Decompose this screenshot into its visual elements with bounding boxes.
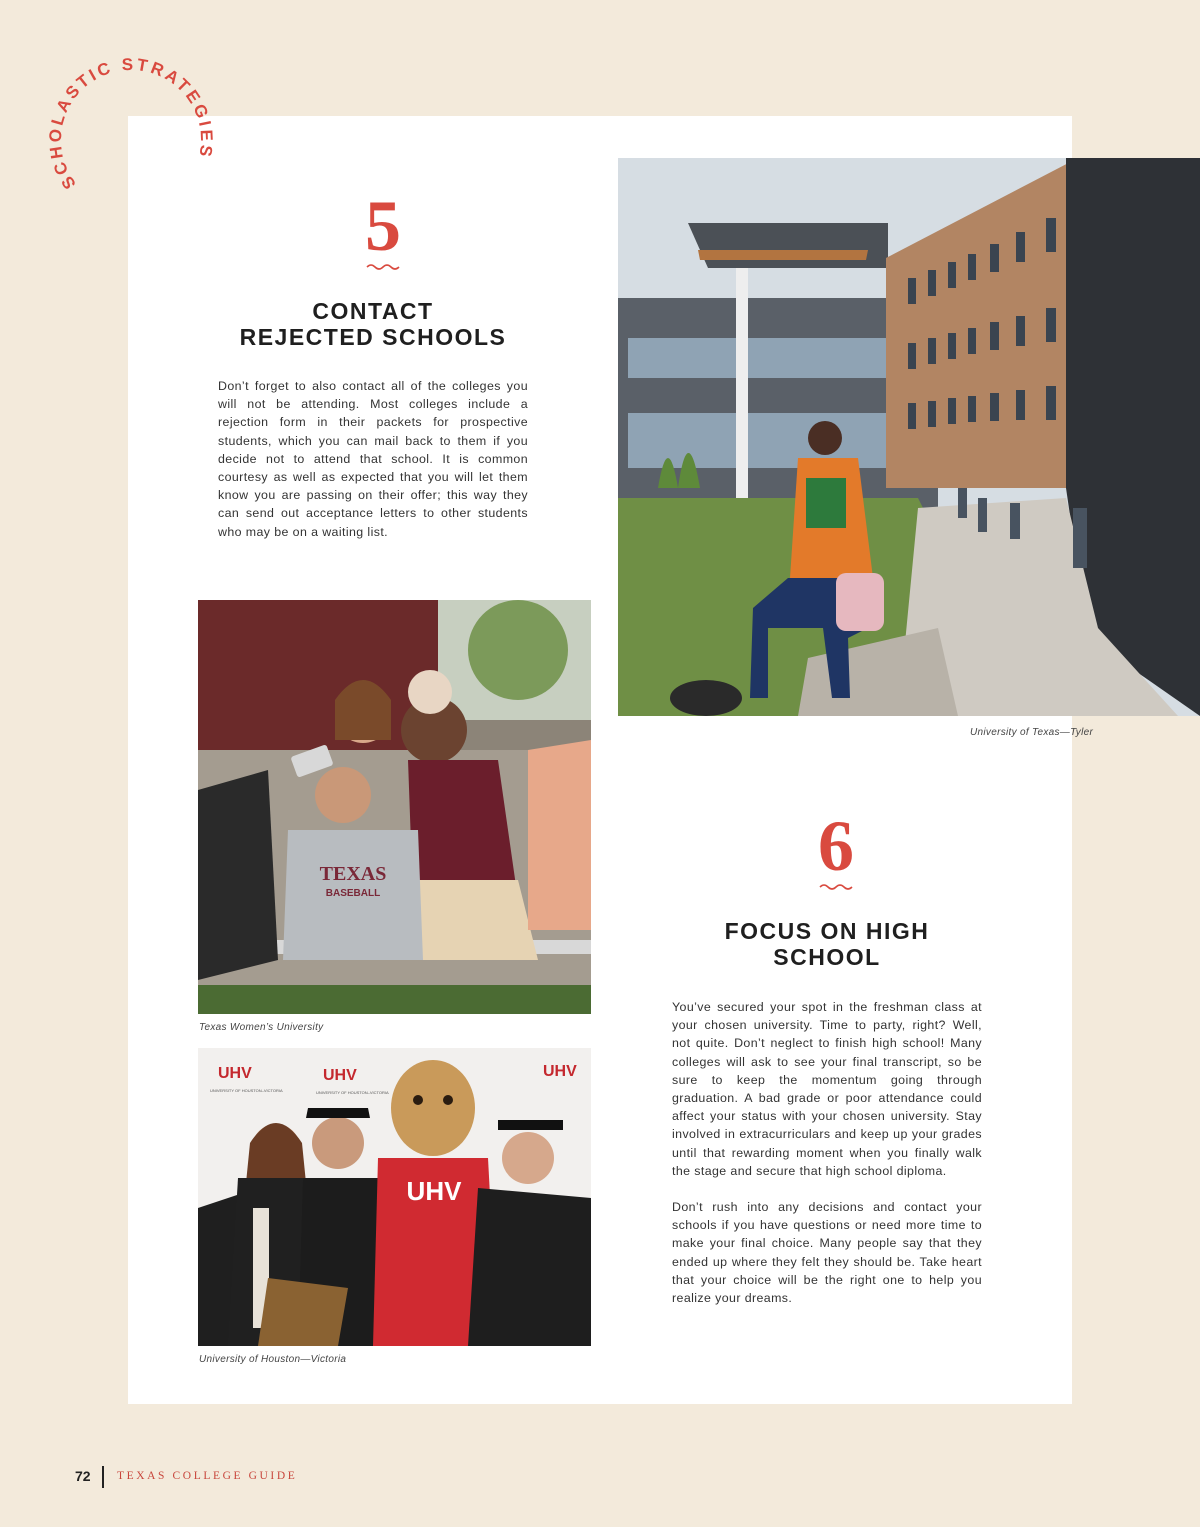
scholastic-strategies-badge bbox=[44, 54, 234, 244]
section-5-heading-line1: CONTACT bbox=[312, 298, 434, 324]
mascot-shirt-text: UHV bbox=[406, 1176, 462, 1206]
uhv-logo-2: UHV bbox=[323, 1067, 357, 1084]
graduation-photo bbox=[198, 1048, 591, 1346]
section-5-number: 5 bbox=[365, 186, 401, 266]
section-6-heading-line2: SCHOOL bbox=[773, 944, 881, 970]
section-6-paragraph-1: You’ve secured your spot in the freshman class at your chosen university. Time to party, right? Well, not quite. Don’t neglect to finish high school! Many colleges will ask to see your final transcript, so be sure to keep the momentum going through graduation. A bad grade or poor attendance could affect your status with your chosen university. Stay involved in extracurriculars and keep up your grades until that rewarding moment when you finally walk the stage and secure that high school diploma. bbox=[672, 1000, 982, 1178]
section-6-heading-line1: FOCUS ON HIGH bbox=[724, 918, 930, 944]
section-6-squiggle bbox=[819, 882, 853, 892]
section-6-heading bbox=[664, 918, 990, 970]
section-5-paragraph: Don’t forget to also contact all of the colleges you will not be attending. Most colleges include a rejection form in their packets for prospective students, which you can mail back to them if you decide not to attend that school. It is common courtesy as well as expected that you will let them know you are passing on their offer; this way they can send out acceptance letters to other students who may be on a waiting list. bbox=[218, 379, 528, 539]
campus-photo bbox=[618, 158, 1200, 716]
publication-title: TEXAS COLLEGE GUIDE bbox=[117, 1470, 298, 1482]
uhv-logo-3: UHV bbox=[543, 1063, 577, 1080]
graduation-photo-caption: University of Houston—Victoria bbox=[199, 1354, 347, 1365]
uhv-tagline-2: UNIVERSITY OF HOUSTON–VICTORIA bbox=[316, 1090, 389, 1095]
footer-divider bbox=[102, 1466, 104, 1488]
section-5-squiggle bbox=[366, 262, 400, 272]
selfie-photo bbox=[198, 600, 591, 1014]
page-number: 72 bbox=[75, 1468, 91, 1484]
section-6-body bbox=[672, 998, 982, 1307]
uhv-logo-1: UHV bbox=[218, 1065, 252, 1082]
section-6-paragraph-2: Don’t rush into any decisions and contact your schools if you have questions or need more time to make your final choice. Many people say that they ended up where they felt they should be. Take heart that your choice will be the right one to help you realize your dreams. bbox=[672, 1200, 982, 1306]
campus-photo-caption: University of Texas—Tyler bbox=[970, 727, 1094, 738]
section-5-body bbox=[218, 377, 528, 541]
shirt-baseball-text: BASEBALL bbox=[325, 888, 381, 899]
selfie-photo-caption: Texas Women’s University bbox=[199, 1022, 324, 1033]
badge-text: SCHOLASTIC STRATEGIES bbox=[45, 54, 217, 193]
uhv-tagline-1: UNIVERSITY OF HOUSTON–VICTORIA bbox=[210, 1088, 283, 1093]
section-6-number: 6 bbox=[818, 806, 854, 886]
section-5-heading bbox=[210, 298, 536, 350]
section-5-heading-line2: REJECTED SCHOOLS bbox=[239, 324, 507, 350]
shirt-texas-text: TEXAS bbox=[319, 863, 387, 885]
